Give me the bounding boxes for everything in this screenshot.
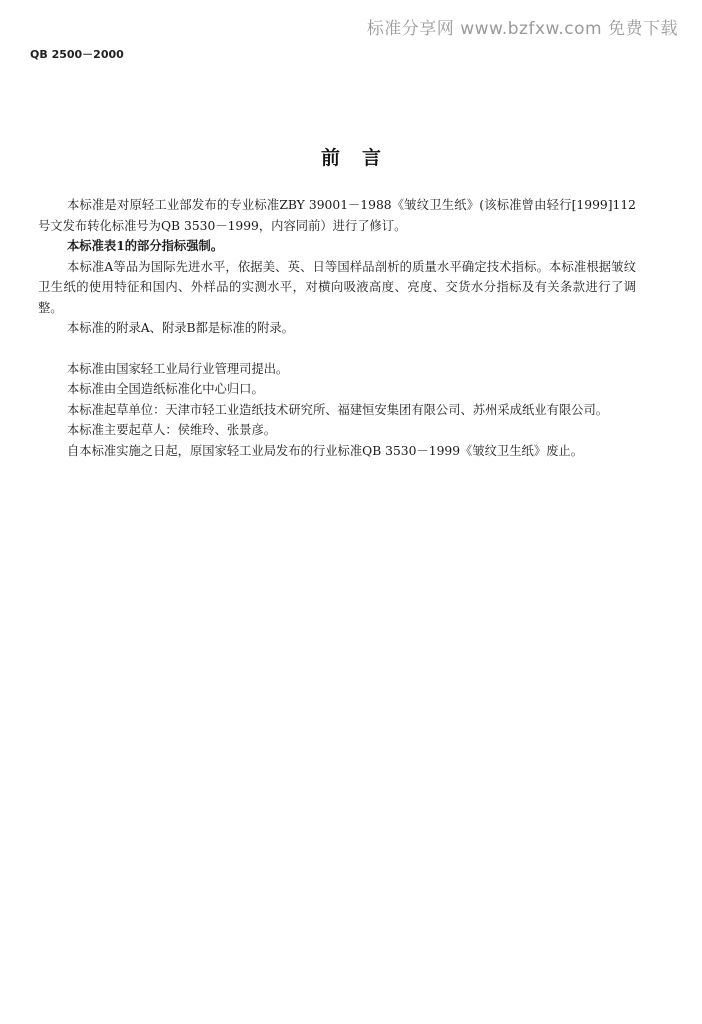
paragraph-mandatory: 本标准表1的部分指标强制。: [67, 238, 224, 253]
standard-code: QB 2500－2000: [30, 48, 124, 61]
paragraph-grade-a: 本标准A等品为国际先进水平，依据美、英、日等国样品剖析的质量水平确定技术指标。本标准根据皱纹卫生纸的使用特征和国内、外样品的实测水平，对横向吸液高度、亮度、交货水分指标及有关条款进行了调整。: [38, 259, 636, 315]
paragraph-proposer: 本标准由国家轻工业局行业管理司提出。: [67, 361, 289, 376]
watermark-text: 标准分享网 www.bzfxw.com 免费下载: [366, 19, 678, 39]
paragraph-drafters: 本标准主要起草人：侯维玲、张景彦。: [67, 423, 277, 437]
paragraph-appendix: 本标准的附录A、附录B都是标准的附录。: [67, 321, 294, 335]
paragraph-drafting-units: 本标准起草单位：天津市轻工业造纸技术研究所、福建恒安集团有限公司、苏州采成纸业有限公司。: [67, 402, 609, 417]
paragraph-centralized: 本标准由全国造纸标准化中心归口。: [67, 382, 264, 396]
paragraph-abolish: 自本标准实施之日起，原国家轻工业局发布的行业标准QB 3530－1999《皱纹卫生纸》废止。: [67, 443, 584, 458]
section-gap: [38, 339, 636, 359]
page-title: 前言: [320, 147, 403, 169]
paragraph-revision: 本标准是对原轻工业部发布的专业标准ZBY 39001－1988《皱纹卫生纸》(该标准曾由轻行[1999]112号文发布转化标准号为QB 3530－1999，内容同前）进行了修订。: [38, 198, 636, 233]
foreword-body: [38, 195, 636, 461]
